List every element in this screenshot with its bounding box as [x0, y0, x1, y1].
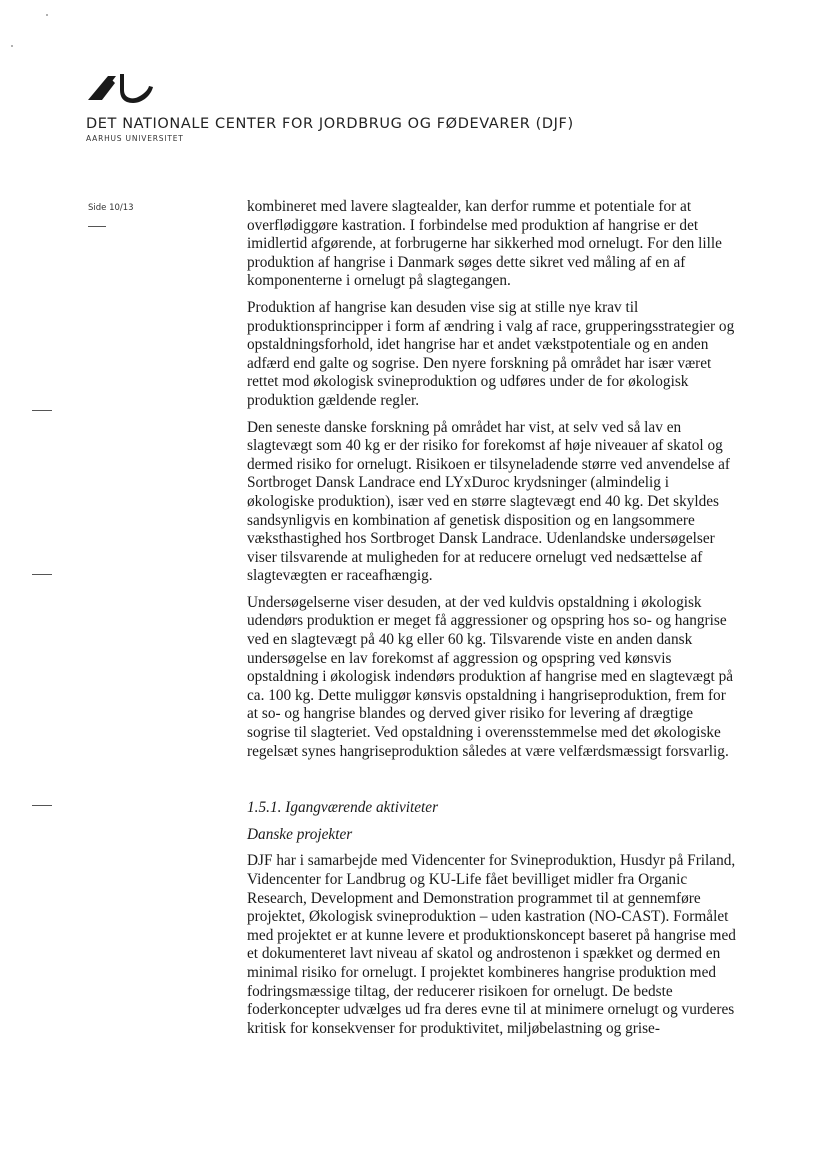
margin-divider — [32, 410, 52, 411]
body-paragraph: Produktion af hangrise kan desuden vise sig at stille nye krav til produktionsprincipper i form af ændring i valg af race, grupperingsstrategier og opstaldningsforhold, idet hangrise har et andet vækstpotentiale og en anden adfærd end galte og sogrise. Den nyere forskning på området har især været rettet mod økologisk svineproduktion og udføres under de for økologisk produktion gældende regler. — [247, 298, 735, 409]
aarhus-university-logo — [86, 70, 158, 106]
margin-divider — [88, 226, 106, 227]
body-paragraph: kombineret med lavere slagtealder, kan derfor rumme et potentiale for at overflødiggøre kastration. I forbindelse med produktion af hangrise er det imidlertid afgørende, at forbrugerne har sikkerhed mod ornelugt. For den lille produktion af hangrise i Danmark søges dette sikret ved måling af en af komponenterne i ornelugt på slagtegangen. — [247, 198, 722, 290]
subheading: Danske projekter — [247, 825, 353, 843]
body-paragraph: DJF har i samarbejde med Videncenter for Svineproduktion, Husdyr på Friland, Videncenter for Landbrug og KU-Life fået bevilliget midler fra Organic Research, Development and Demonstration programmet til at gennemføre projektet, Økologisk svineproduktion – uden kastration (NO-CAST). Formålet med projektet er at kunne levere et produktionskoncept baseret på hangrise med et dokumenteret lavt niveau af skatol og androstenon i spækket og dermed en minimal risiko for ornelugt. I projektet kombineres hangrise produktion med fodringsmæssige tiltag, der reducerer risikoen for ornelugt. De bedste foderkoncepter udvælges ud fra deres evne til at minimere ornelugt og vurderes kritisk for konsekvenser for produktivitet, miljøbelastning og grise- — [247, 852, 736, 1037]
section-gap — [247, 769, 737, 799]
body-paragraph: Undersøgelserne viser desuden, at der ved kuldvis opstaldning i økologisk udendørs produktion er meget få aggressioner og opspring hos so- og hangrise ved en slagtevægt på 40 kg eller 60 kg. Tilsvarende viste en anden dansk undersøgelse en lav forekomst af aggression og opspring ved kønsvis opstaldning i økologisk indendørs produktion af hangrise med en slagtevægt på ca. 100 kg. Dette muliggør kønsvis opstaldning i hangriseproduktion, frem for at so- og hangrise blandes og derved giver risiko for levering af drægtige sogrise til slagteriet. Ved opstaldning i overensstemmelse med det økologiske regelsæt synes hangriseproduktion således at være velfærdsmæssigt forsvarlig. — [247, 593, 734, 760]
section-heading: 1.5.1. Igangværende aktiviteter — [247, 799, 439, 817]
scan-speck — [11, 45, 13, 47]
body-paragraph: Den seneste danske forskning på området har vist, at selv ved så lav en slagtevægt som 40 kg er der risiko for forekomst af høje niveauer af skatol og dermed risiko for ornelugt. Risikoen er tilsyneladende større ved anvendelse af Sortbroget Dansk Landrace end LYxDuroc krydsninger (almindelig i økologiske produktion), især ved en større slagtevægt end 40 kg. Det skyldes sandsynligvis en kombination af genetisk disposition og en langsommere væksthastighed hos Sortbroget Dansk Landrace. Udenlandske undersøgelser viser tilsvarende at muligheden for at reducere ornelugt ved nedsættelse af slagtevægten er raceafhængig. — [247, 418, 730, 585]
university-name: AARHUS UNIVERSITET — [86, 134, 184, 143]
scan-speck — [46, 14, 48, 16]
document-body — [247, 198, 737, 1046]
margin-divider — [32, 805, 52, 806]
page-number: Side 10/13 — [88, 203, 134, 213]
org-name: DET NATIONALE CENTER FOR JORDBRUG OG FØDEVARER (DJF) — [86, 116, 574, 132]
margin-divider — [32, 574, 52, 575]
